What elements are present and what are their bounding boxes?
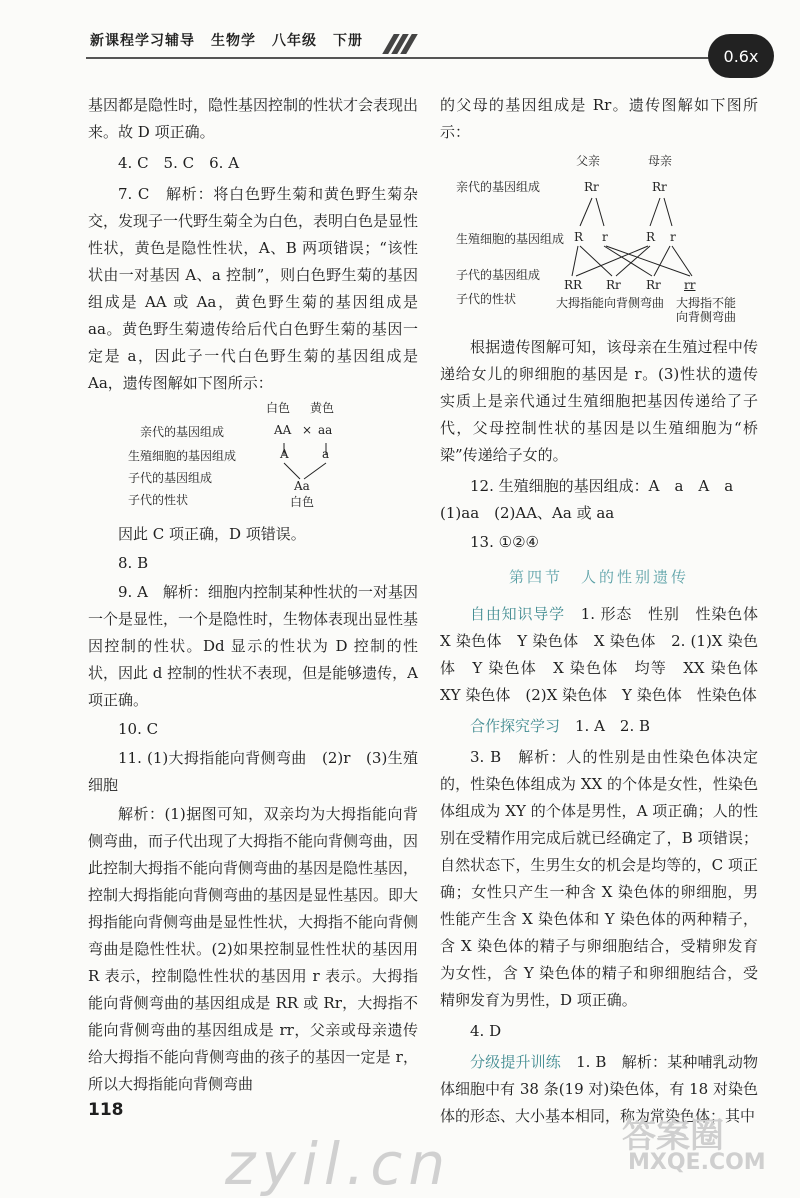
offspring-Rr-1: Rr [606, 278, 621, 292]
header-title [90, 30, 379, 50]
father-genotype: Rr [584, 180, 599, 194]
diagram-caption-row [440, 310, 758, 326]
genetic-diagram-chrysanthemum [88, 399, 418, 507]
gamete-A: A [280, 447, 289, 461]
answer-line: 8. B [118, 554, 149, 572]
answer-line: 11. (1)大拇指能向背侧弯曲 (2)r (3)生殖细胞 [88, 749, 418, 794]
mother-genotype: Rr [652, 180, 667, 194]
answer-line: 10. C [118, 720, 159, 738]
trait-white: 白色 [290, 495, 315, 509]
trait-can-bend: 大拇指能向背侧弯曲 [556, 296, 665, 310]
paragraph: 的父母的基因组成是 Rr。遗传图解如下图所示： [440, 96, 758, 141]
answer-line: 4. C 5. C 6. A [118, 154, 240, 172]
right-column [440, 92, 774, 1130]
watermark-text: zyil.cn [225, 1130, 452, 1198]
row-gamete: 生殖细胞的基因组成 [128, 449, 237, 463]
row-offspring-genotype: 子代的基因组成 [456, 268, 541, 282]
section-title: 第四节 人的性别遗传 [508, 568, 689, 586]
advanced-answers: 1. B 解析：某种哺乳动物体细胞中有 38 条(19 对)染色体，有 18 对染色体的形态、大小基本相同，称为常染色体；其中 [440, 1053, 758, 1125]
header-volume: 下册 [333, 33, 363, 49]
gamete-r-mother: r [670, 230, 676, 244]
row-offspring-trait: 子代的性状 [456, 292, 517, 306]
label-self-study: 自由知识导学 [470, 605, 565, 623]
page-header [0, 0, 800, 74]
paragraph-self-study [440, 601, 774, 709]
genotype-AA: AA [274, 423, 292, 437]
paragraph: 解析：(1)据图可知，双亲均为大拇指能向背侧弯曲，而子代出现了大拇指不能向背侧弯曲，因此控制大拇指不能向背侧弯曲的基因是隐性基因，控制大拇指能向背侧弯曲的基因是显性基因。即大拇指能向背侧弯曲是显性性状，大拇指不能向背侧弯曲是隐性性状。(2)如果控制显性性状的基因用 R 表示，控制隐性性状的基因用 r 表示。大拇指能向背侧弯曲的基因组成是 RR 或 Rr，大拇指不能向背侧弯曲的基因组成是 rr，父亲或母亲遗传给大拇指不能向背侧弯曲的孩子的基因一定是 r，所以大拇指能向背侧弯曲 [88, 805, 419, 1093]
paragraph: 9. A 解析：细胞内控制某种性状的一对基因一个是显性，一个是隐性时，生物体表现出显性基因控制的性状。Dd 显示的性状为 D 控制的性状，因此 d 控制的性状不表现，但是能够遗传，A 项正确。 [88, 583, 419, 709]
label-yellow: 黄色 [310, 401, 335, 415]
paragraph: 7. C 解析：将白色野生菊和黄色野生菊杂交，发现子一代野生菊全为白色，表明白色是显性性状，黄色是隐性性状，A、B 两项错误；“该性状由一对基因 A、a 控制”，则白色野生菊的基因组成是 AA 或 Aa，黄色野生菊的基因组成是 aa。黄色野生菊遗传给后代白色野生菊的基因一定是 a，因此子一代白色野生菊的基因组成是 Aa，遗传图解如下图所示： [88, 185, 419, 392]
self-study-answers: 1. 形态 性别 性染色体 X 染色体 Y 染色体 X 染色体 2. (1)X 染色体 Y 染色体 X 染色体 均等 XX 染色体 XY 染色体 (2)X 染色体 Y 染色体 性染色体 [440, 605, 774, 704]
gamete-R-mother: R [646, 230, 656, 244]
watermark-logo: 答案圈 [622, 1116, 724, 1156]
header-series: 新课程学习辅导 [90, 33, 195, 49]
row-parent-genotype: 亲代的基因组成 [140, 425, 225, 439]
gamete-r-father: r [602, 230, 608, 244]
label-advanced: 分级提升训练 [470, 1053, 561, 1071]
header-rule [86, 57, 730, 59]
paragraph: 根据遗传图解可知，该母亲在生殖过程中传递给女儿的卵细胞的基因是 r。(3)性状的遗传实质上是亲代通过生殖细胞把基因传递给了子代，父母控制性状的基因是以生殖细胞为“桥梁”传递给子女的。 [440, 338, 758, 464]
row-offspring-genotype: 子代的基因组成 [128, 471, 213, 485]
cooperative-answers: 1. A 2. B [560, 717, 651, 735]
label-white: 白色 [266, 401, 291, 415]
offspring-rr: rr [684, 278, 696, 292]
offspring-Aa: Aa [294, 479, 310, 493]
label-cooperative: 合作探究学习 [470, 717, 561, 735]
trait-cannot-bend-2: 向背侧弯曲 [676, 310, 737, 324]
offspring-Rr-2: Rr [646, 278, 661, 292]
genetic-diagram-thumb [440, 150, 758, 310]
offspring-RR: RR [564, 278, 583, 292]
header-stripes-icon [388, 34, 420, 54]
genotype-aa: aa [318, 423, 333, 437]
answer-line: 4. D [470, 1022, 502, 1040]
label-mother: 母亲 [648, 154, 673, 168]
page-number: 118 [88, 1100, 124, 1120]
paragraph: 因此 C 项正确，D 项错误。 [118, 525, 306, 543]
answer-line: 13. ①②④ [470, 533, 539, 551]
label-father: 父亲 [576, 154, 601, 168]
cross-symbol: × [302, 423, 313, 437]
paragraph-cooperative [440, 713, 758, 740]
paragraph: 3. B 解析：人的性别是由性染色体决定的，性染色体组成为 XX 的个体是女性，性染色体组成为 XY 的个体是男性，A 项正确；人的性别在受精作用完成后就已经确定了，B 项错误；自然状态下，生男生女的机会是均等的，C 项正确；女性只产生一种含 X 染色体的卵细胞，男性能产生含 X 染色体和 Y 染色体的两种精子，含 X 染色体的精子与卵细胞结合，受精卵发育为女性，含 Y 染色体的精子和卵细胞结合，受精卵发育为男性，D 项正确。 [440, 748, 758, 1009]
answer-line: 12. 生殖细胞的基因组成：A a A a [470, 477, 734, 495]
header-subject: 生物学 [211, 33, 256, 49]
row-parent-genotype: 亲代的基因组成 [456, 180, 541, 194]
paragraph: 基因都是隐性时，隐性基因控制的性状才会表现出来。故 D 项正确。 [88, 96, 419, 141]
left-column [88, 92, 418, 1098]
header-grade: 八年级 [272, 33, 317, 49]
row-gamete: 生殖细胞的基因组成 [456, 232, 565, 246]
answer-line: (1)aa (2)AA、Aa 或 aa [440, 504, 615, 522]
gamete-R-father: R [574, 230, 584, 244]
trait-cannot-bend-1: 大拇指不能 [676, 296, 737, 310]
zoom-level-button[interactable]: 0.6x [708, 34, 774, 78]
gamete-a: a [322, 447, 330, 461]
row-offspring-trait: 子代的性状 [128, 493, 189, 507]
watermark-site: MXQE.COM [628, 1150, 766, 1175]
